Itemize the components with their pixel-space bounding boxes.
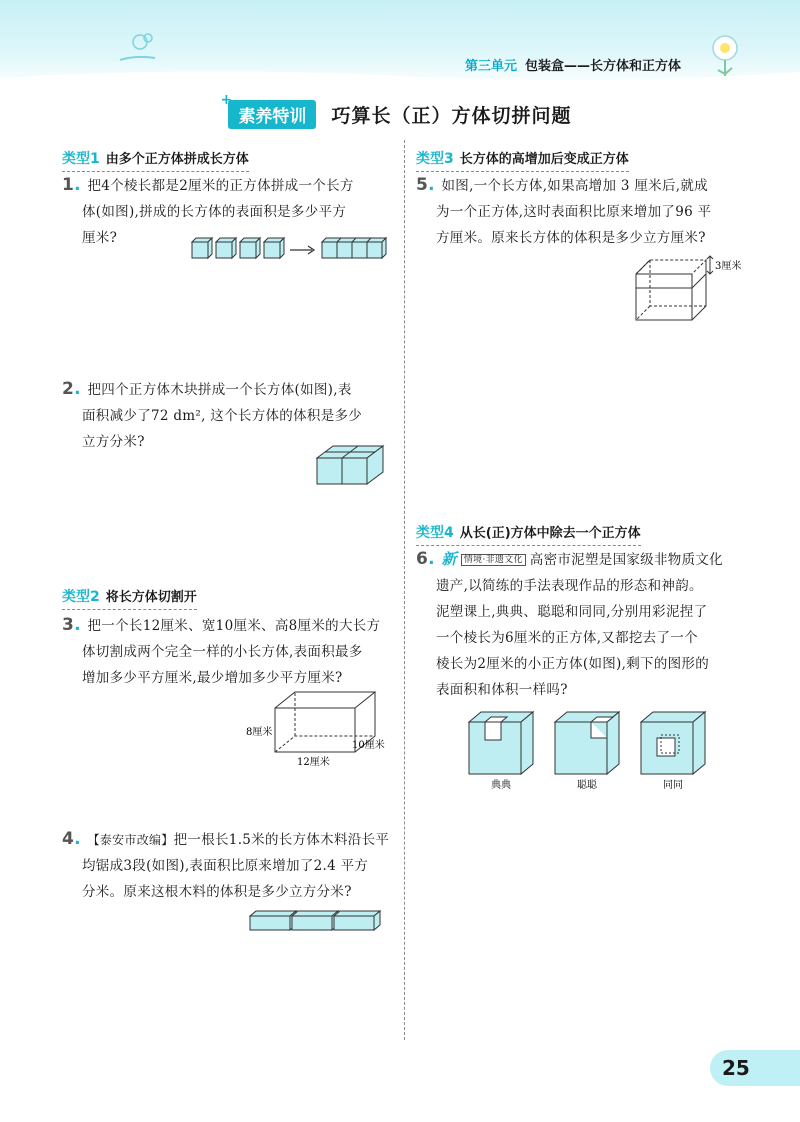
column-divider [404, 140, 405, 1040]
type-label: 长方体的高增加后变成正方体 [459, 152, 629, 167]
question-line: 把四个正方体木块拼成一个长方体(如图),表 [87, 382, 352, 398]
type-tag: 类型2 [62, 589, 100, 605]
context-badge: 情境·非遗文化 [461, 554, 526, 566]
cube-dian [469, 712, 533, 774]
q1-figure [190, 236, 390, 262]
question-line: 面积减少了72 dm², 这个长方体的体积是多少 [82, 408, 363, 424]
unit-title: 包装盒——长方体和正方体 [525, 59, 682, 74]
question-line: 体(如图),拼成的长方体的表面积是多少平方 [82, 204, 347, 220]
question-line: 棱长为2厘米的小正方体(如图),剩下的图形的 [436, 656, 710, 672]
question-line: 把一根长1.5米的长方体木料沿长平 [173, 832, 390, 848]
joined-cuboid [322, 238, 386, 258]
question-number: 2. [62, 379, 81, 399]
figure-caption: 典典 [491, 780, 511, 791]
question-line: 一个棱长为6厘米的正方体,又都挖去了一个 [436, 630, 698, 646]
question-line: 泥塑课上,典典、聪聪和同同,分别用彩泥捏了 [436, 604, 708, 620]
small-cube [264, 238, 284, 258]
small-cube [216, 238, 236, 258]
height-label: 8厘米 [246, 727, 273, 738]
question-line: 遗产,以简练的手法表现作品的形态和神韵。 [436, 578, 703, 594]
question-line: 分米。原来这根木料的体积是多少立方分米? [82, 884, 352, 900]
type-tag: 类型1 [62, 151, 100, 167]
question-number: 5. [416, 175, 435, 195]
length-label: 12厘米 [297, 757, 330, 768]
question-line: 把一个长12厘米、宽10厘米、高8厘米的大长方 [87, 618, 381, 634]
page-title [0, 100, 800, 129]
question-line: 方厘米。原来长方体的体积是多少立方厘米? [436, 230, 706, 246]
type-tag: 类型3 [416, 151, 454, 167]
type-tag: 类型4 [416, 525, 454, 541]
type-heading-1 [62, 148, 249, 172]
question-number: 4. [62, 829, 81, 849]
small-cube [192, 238, 212, 258]
added-height-label: 3厘米 [715, 261, 742, 272]
question-line: 均锯成3段(如图),表面积比原来增加了2.4 平方 [82, 858, 369, 874]
question-line: 表面积和体积一样吗? [436, 682, 568, 698]
unit-name: 第三单元 [465, 59, 518, 74]
question-source: 【泰安市改编】 [87, 833, 174, 847]
question-line: 把4个棱长都是2厘米的正方体拼成一个长方 [87, 178, 354, 194]
question-line: 立方分米? [82, 434, 145, 450]
question-line: 高密市泥塑是国家级非物质文化 [529, 552, 723, 568]
q4-figure [248, 908, 390, 932]
question-3 [62, 612, 380, 691]
q2-figure [315, 442, 387, 488]
q5-figure [630, 250, 750, 324]
cube-cong [555, 712, 619, 774]
title-badge: + 素养特训 [228, 100, 316, 129]
sprout-icon [115, 30, 160, 65]
type-heading-2 [62, 586, 197, 610]
page-number: 25 [722, 1056, 750, 1080]
question-4 [62, 826, 389, 905]
small-cube [240, 238, 260, 258]
question-number: 6. [416, 549, 435, 569]
question-5 [416, 172, 711, 251]
question-number: 3. [62, 615, 81, 635]
question-line: 为一个正方体,这时表面积比原来增加了96 平 [436, 204, 712, 220]
question-number: 1. [62, 175, 81, 195]
cube-tong [641, 712, 705, 774]
q3-figure [240, 688, 390, 770]
type-heading-3 [416, 148, 629, 172]
unit-label [465, 55, 681, 74]
figure-caption: 聪聪 [577, 780, 597, 791]
width-label: 10厘米 [352, 740, 385, 751]
type-heading-4 [416, 522, 641, 546]
question-line: 厘米? [82, 230, 118, 246]
title-text: 巧算长（正）方体切拼问题 [331, 105, 572, 127]
q6-figure [465, 708, 725, 794]
figure-caption: 同同 [663, 780, 683, 791]
question-6 [416, 546, 723, 703]
page-number-tab [710, 1050, 800, 1086]
type-label: 将长方体切割开 [105, 590, 197, 605]
question-line: 如图,一个长方体,如果高增加 3 厘米后,就成 [441, 178, 708, 194]
type-label: 从长(正)方体中除去一个正方体 [459, 526, 641, 541]
flower-icon [700, 30, 750, 80]
new-badge: 新 [441, 550, 457, 568]
question-line: 体切割成两个完全一样的小长方体,表面积最多 [82, 644, 363, 660]
question-line: 增加多少平方厘米,最少增加多少平方厘米? [82, 670, 343, 686]
type-label: 由多个正方体拼成长方体 [105, 152, 249, 167]
